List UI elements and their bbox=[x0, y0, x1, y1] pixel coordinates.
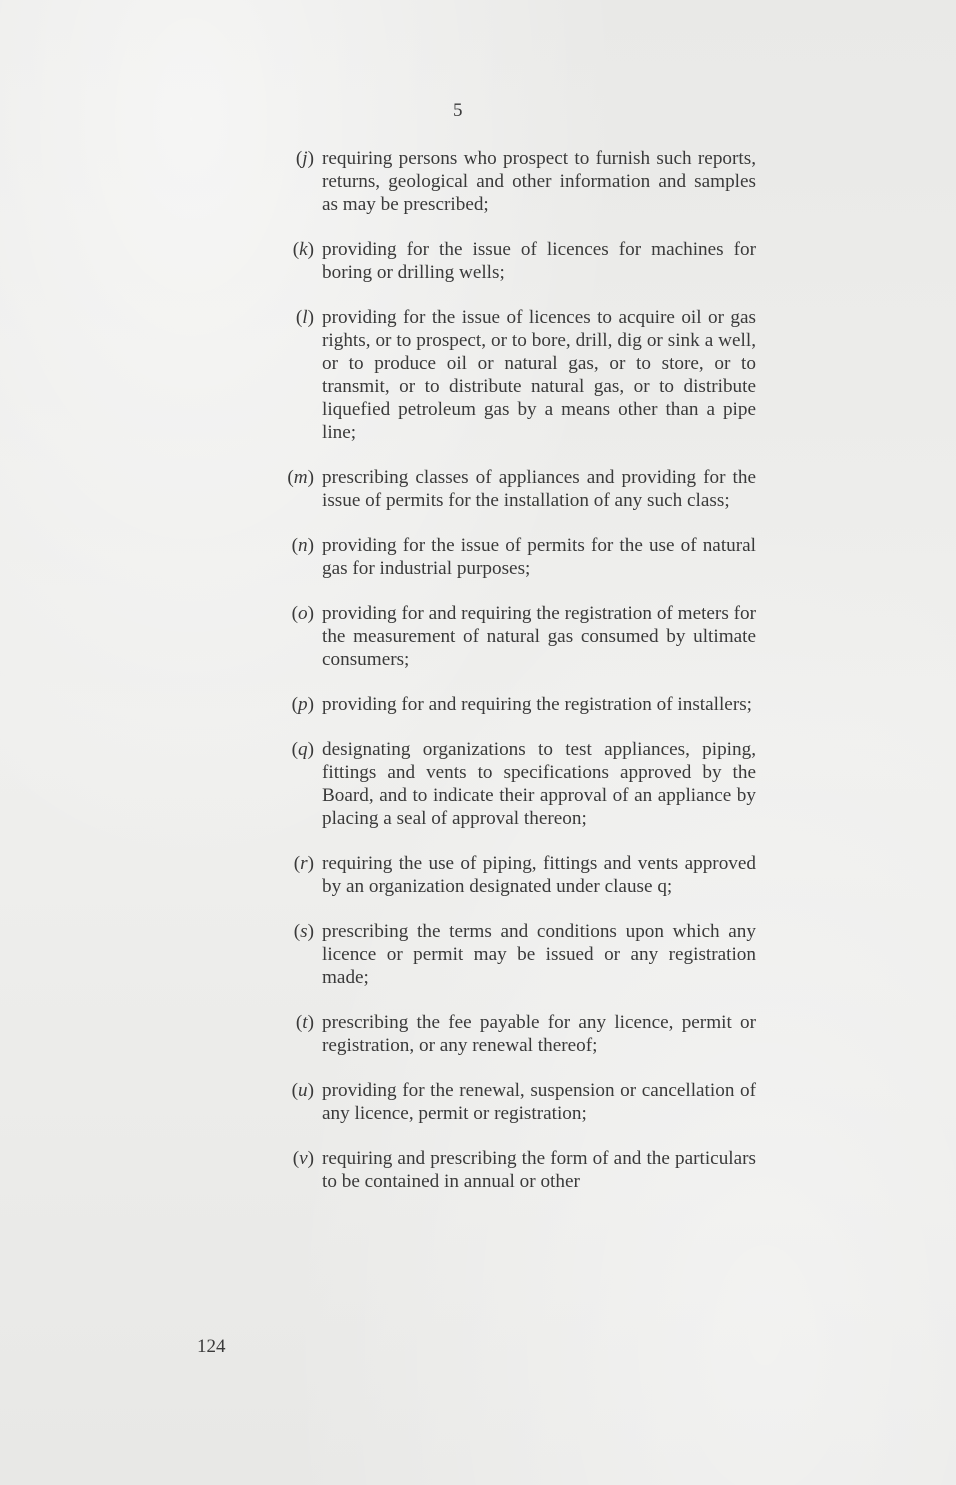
clause-item bbox=[276, 738, 756, 830]
clause-item bbox=[276, 238, 756, 284]
clause-label: (r) bbox=[293, 853, 314, 874]
clause-item bbox=[276, 693, 756, 716]
clause-item bbox=[276, 1147, 756, 1193]
clause-item bbox=[276, 1079, 756, 1125]
clause-text: providing for the issue of licences to acquire oil or gas rights, or to prospect, or to bore, drill, dig or sink a well, or to produce oil or natural gas, or to store, or to transmit, or to distribute natural gas, or to distribute liquefied petroleum gas by a means other than a pipe line; bbox=[322, 307, 756, 443]
clause-text: prescribing classes of appliances and providing for the issue of permits for the installation of any such class; bbox=[322, 467, 756, 511]
clause-text: prescribing the fee payable for any licence, permit or registration, or any renewal thereof; bbox=[322, 1012, 756, 1056]
clause-item bbox=[276, 534, 756, 580]
clause-label: (k) bbox=[292, 239, 314, 260]
clause-item bbox=[276, 147, 756, 216]
clause-label: (n) bbox=[291, 535, 314, 556]
clause-item bbox=[276, 602, 756, 671]
clause-item bbox=[276, 466, 756, 512]
clause-item bbox=[276, 1011, 756, 1057]
clause-label: (p) bbox=[291, 694, 314, 715]
clause-text: prescribing the terms and conditions upon which any licence or permit may be issued or any registration made; bbox=[322, 921, 756, 988]
clause-item bbox=[276, 920, 756, 989]
clause-text: requiring persons who prospect to furnish such reports, returns, geological and other information and samples as may be prescribed; bbox=[322, 148, 756, 215]
clause-text: requiring and prescribing the form of and the particulars to be contained in annual or other bbox=[322, 1148, 756, 1192]
clause-label: (m) bbox=[287, 467, 314, 488]
clause-item bbox=[276, 306, 756, 444]
clause-item bbox=[276, 852, 756, 898]
clause-list bbox=[276, 147, 756, 1215]
clause-label: (j) bbox=[295, 148, 314, 169]
clause-text: designating organizations to test appliances, piping, fittings and vents to specifications approved by the Board, and to indicate their approval of an appliance by placing a seal of approval thereon; bbox=[322, 739, 756, 829]
page-number: 5 bbox=[453, 100, 463, 121]
clause-text: providing for and requiring the registration of installers; bbox=[322, 694, 753, 715]
clause-text: providing for the issue of licences for machines for boring or drilling wells; bbox=[322, 239, 756, 283]
clause-label: (u) bbox=[291, 1080, 314, 1101]
clause-text: providing for and requiring the registration of meters for the measurement of natural gas consumed by ultimate consumers; bbox=[322, 603, 756, 670]
clause-label: (v) bbox=[292, 1148, 314, 1169]
clause-label: (s) bbox=[293, 921, 314, 942]
footer-sheet-number: 124 bbox=[197, 1336, 226, 1357]
clause-label: (q) bbox=[291, 739, 314, 760]
clause-label: (o) bbox=[291, 603, 314, 624]
clause-text: requiring the use of piping, fittings and vents approved by an organization designated under clause q; bbox=[322, 853, 756, 897]
clause-label: (l) bbox=[295, 307, 314, 328]
clause-label: (t) bbox=[295, 1012, 314, 1033]
clause-text: providing for the issue of permits for the use of natural gas for industrial purposes; bbox=[322, 535, 756, 579]
clause-text: providing for the renewal, suspension or cancellation of any licence, permit or registration; bbox=[322, 1080, 756, 1124]
